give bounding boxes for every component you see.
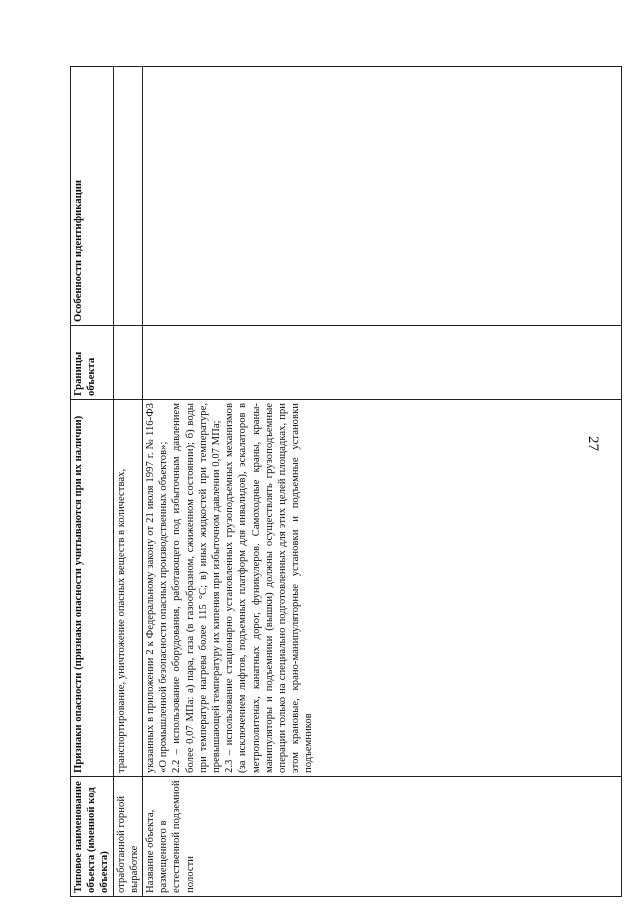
hazard-paragraph: 2.2 – использование оборудования, работающего под избыточным давлением более 0,07 МПа: а) пара, газа (в газообразном, сжиженном состоянии); б) воды при температуре нагрева более 115 °С; в) иных жидкостей при температуре, превышающей температуру их кипения при избыточном давлении 0,07 МПа; [170,403,223,773]
hazard-paragraph: 2.3 – использование стационарно установленных грузоподъемных механизмов (за исключением лифтов, подъемных платформ для инвалидов), эскалаторов в метрополитенах, канатных дорог, фуникулеров. Самоходные краны, краны-манипуляторы и подъемники (вышки) должны осуществлять грузоподъемные операции только на специально подготовленных для этих целей площадках, при этом крановые, крано-манипуляторные установки и подъемные установки подъемников [223,403,315,773]
table-header-row [71,67,114,897]
header-object-bounds: Границы объекта [71,326,114,400]
scan-artifact-mark: ˈ [124,888,128,900]
header-hazard-signs: Признаки опасности (признаки опасности учитываются при их наличии) [71,400,114,777]
cell-identification-features [143,67,622,326]
table-row [143,67,622,897]
identification-table [70,66,622,897]
hazard-text: транспортирование, уничтожение опасных веществ в количествах, [114,468,127,773]
header-object-name: Типовое наименование объекта (именной код объекта) [71,777,114,897]
rotated-table-container [70,67,622,897]
hazard-paragraph: указанных в приложении 2 к Федеральному закону от 21 июля 1997 г. № 116-ФЗ «О промышленной безопасности опасных производственных объектов»; [144,403,170,773]
cell-object-bounds [113,326,142,400]
cell-hazard-signs [113,400,142,777]
header-identification-features: Особенности идентификации [71,67,114,326]
cell-object-name: отработанной горной выработке [113,777,142,897]
page-number: 27 [585,436,601,451]
cell-hazard-signs [143,400,622,777]
table-row [113,67,142,897]
cell-object-name: Название объекта, размещенного в естественной подземной полости [143,777,622,897]
cell-object-bounds [143,326,622,400]
cell-identification-features [113,67,142,326]
